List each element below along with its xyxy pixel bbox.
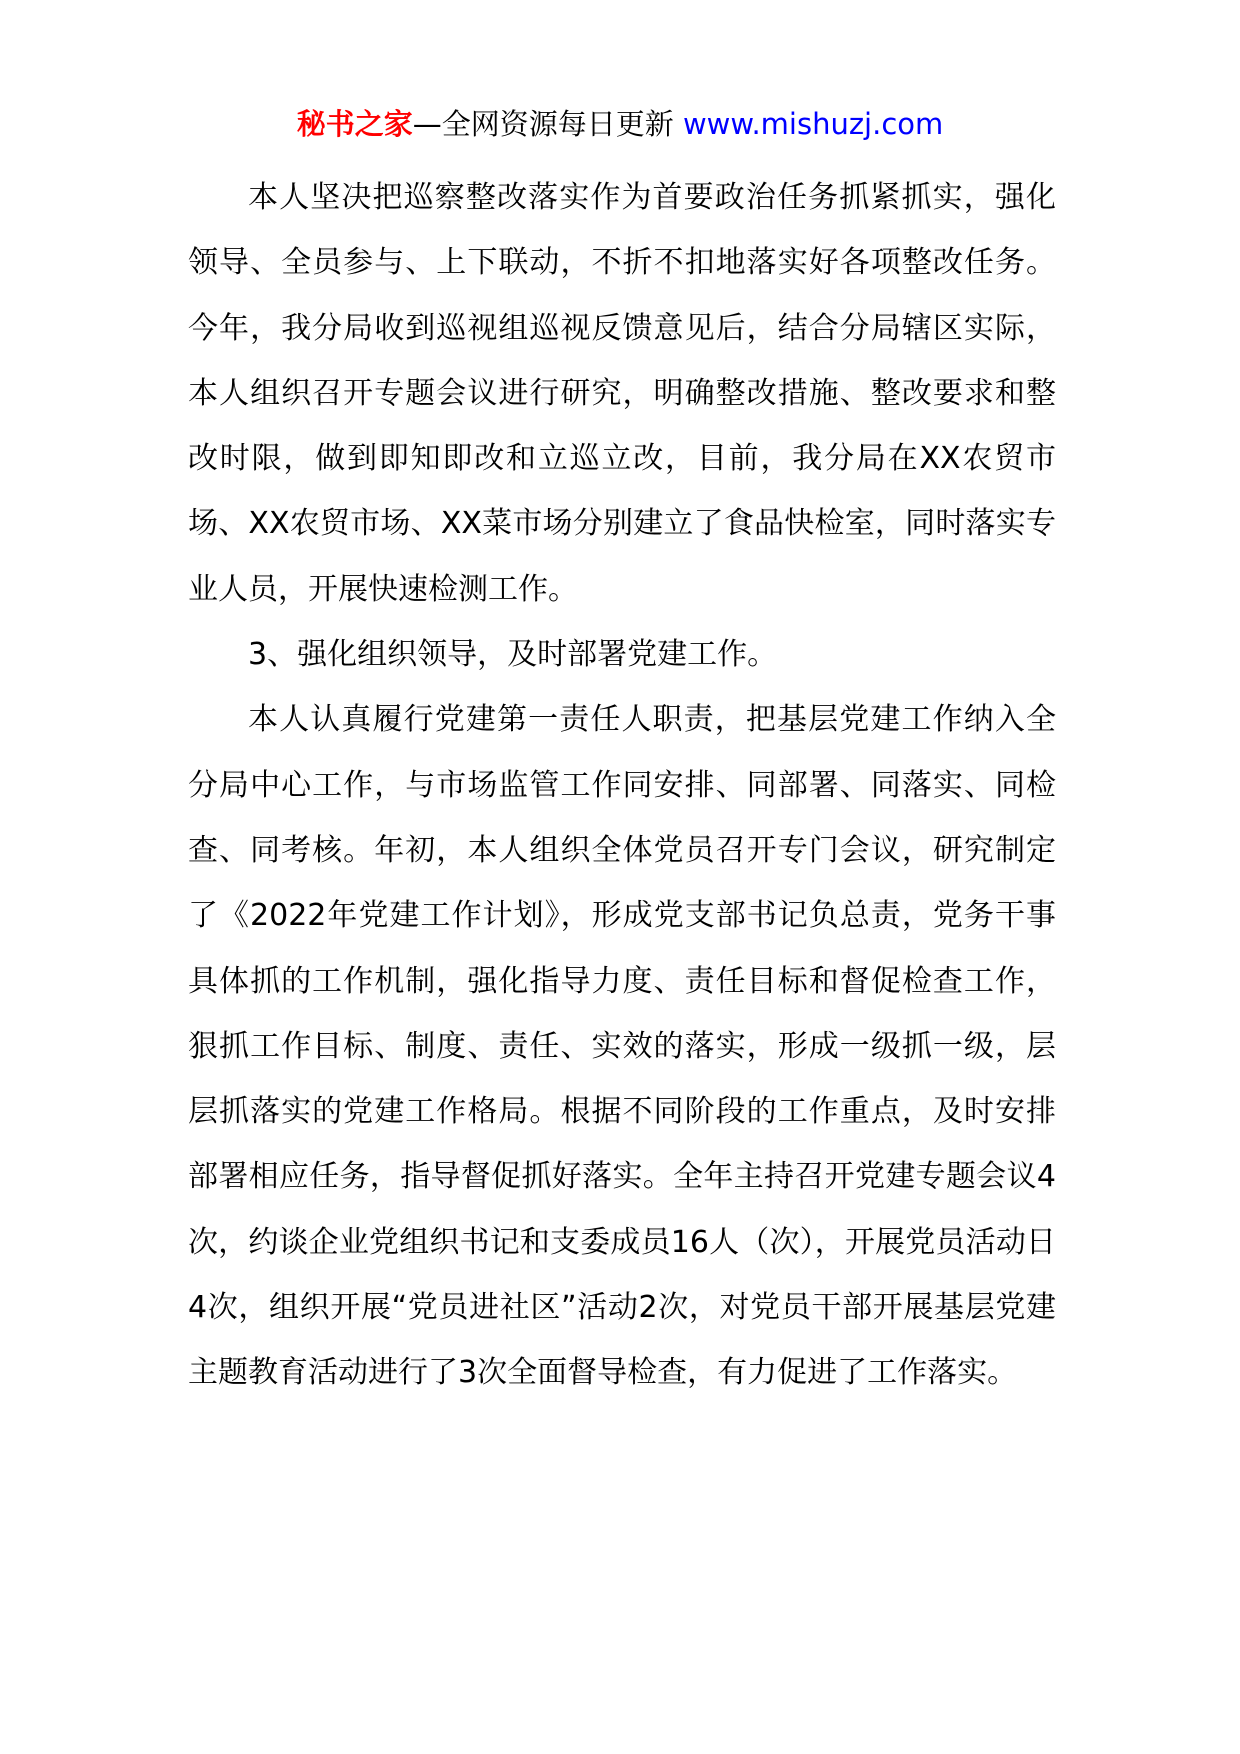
section-heading-party-building: 3、强化组织领导，及时部署党建工作。 [248, 637, 778, 673]
site-header [0, 102, 1240, 146]
paragraph-party-building: 本人认真履行党建第一责任人职责，把基层党建工作纳入全分局中心工作，与市场监管工作同安排、同部署、同落实、同检查、同考核。年初，本人组织全体党员召开专门会议，研究制定了《2022年党建工作计划》，形成党支部书记负总责，党务干事具体抓的工作机制，强化指导力度、责任目标和督促检查工作，狠抓工作目标、制度、责任、实效的落实，形成一级抓一级，层层抓落实的党建工作格局。根据不同阶段的工作重点，及时安排部署相应任务，指导督促抓好落实。全年主持召开党建专题会议4次，约谈企业党组织书记和支委成员16人（次），开展党员活动日4次，组织开展“党员进社区”活动2次，对党员干部开展基层党建主题教育活动进行了3次全面督导检查，有力促进了工作落实。 [188, 702, 1056, 1391]
paragraph-rectification: 本人坚决把巡察整改落实作为首要政治任务抓紧抓实，强化领导、全员参与、上下联动，不折不扣地落实好各项整改任务。今年，我分局收到巡视组巡视反馈意见后，结合分局辖区实际，本人组织召开专题会议进行研究，明确整改措施、整改要求和整改时限，做到即知即改和立巡立改，目前，我分局在XX农贸市场、XX农贸市场、XX菜市场分别建立了食品快检室，同时落实专业人员，开展快速检测工作。 [188, 180, 1056, 607]
site-brand: 秘书之家 [296, 107, 413, 141]
site-tagline: —全网资源每日更新 [412, 107, 674, 141]
site-url-link[interactable]: www.mishuzj.com [682, 107, 944, 141]
document-body [188, 165, 1056, 1406]
